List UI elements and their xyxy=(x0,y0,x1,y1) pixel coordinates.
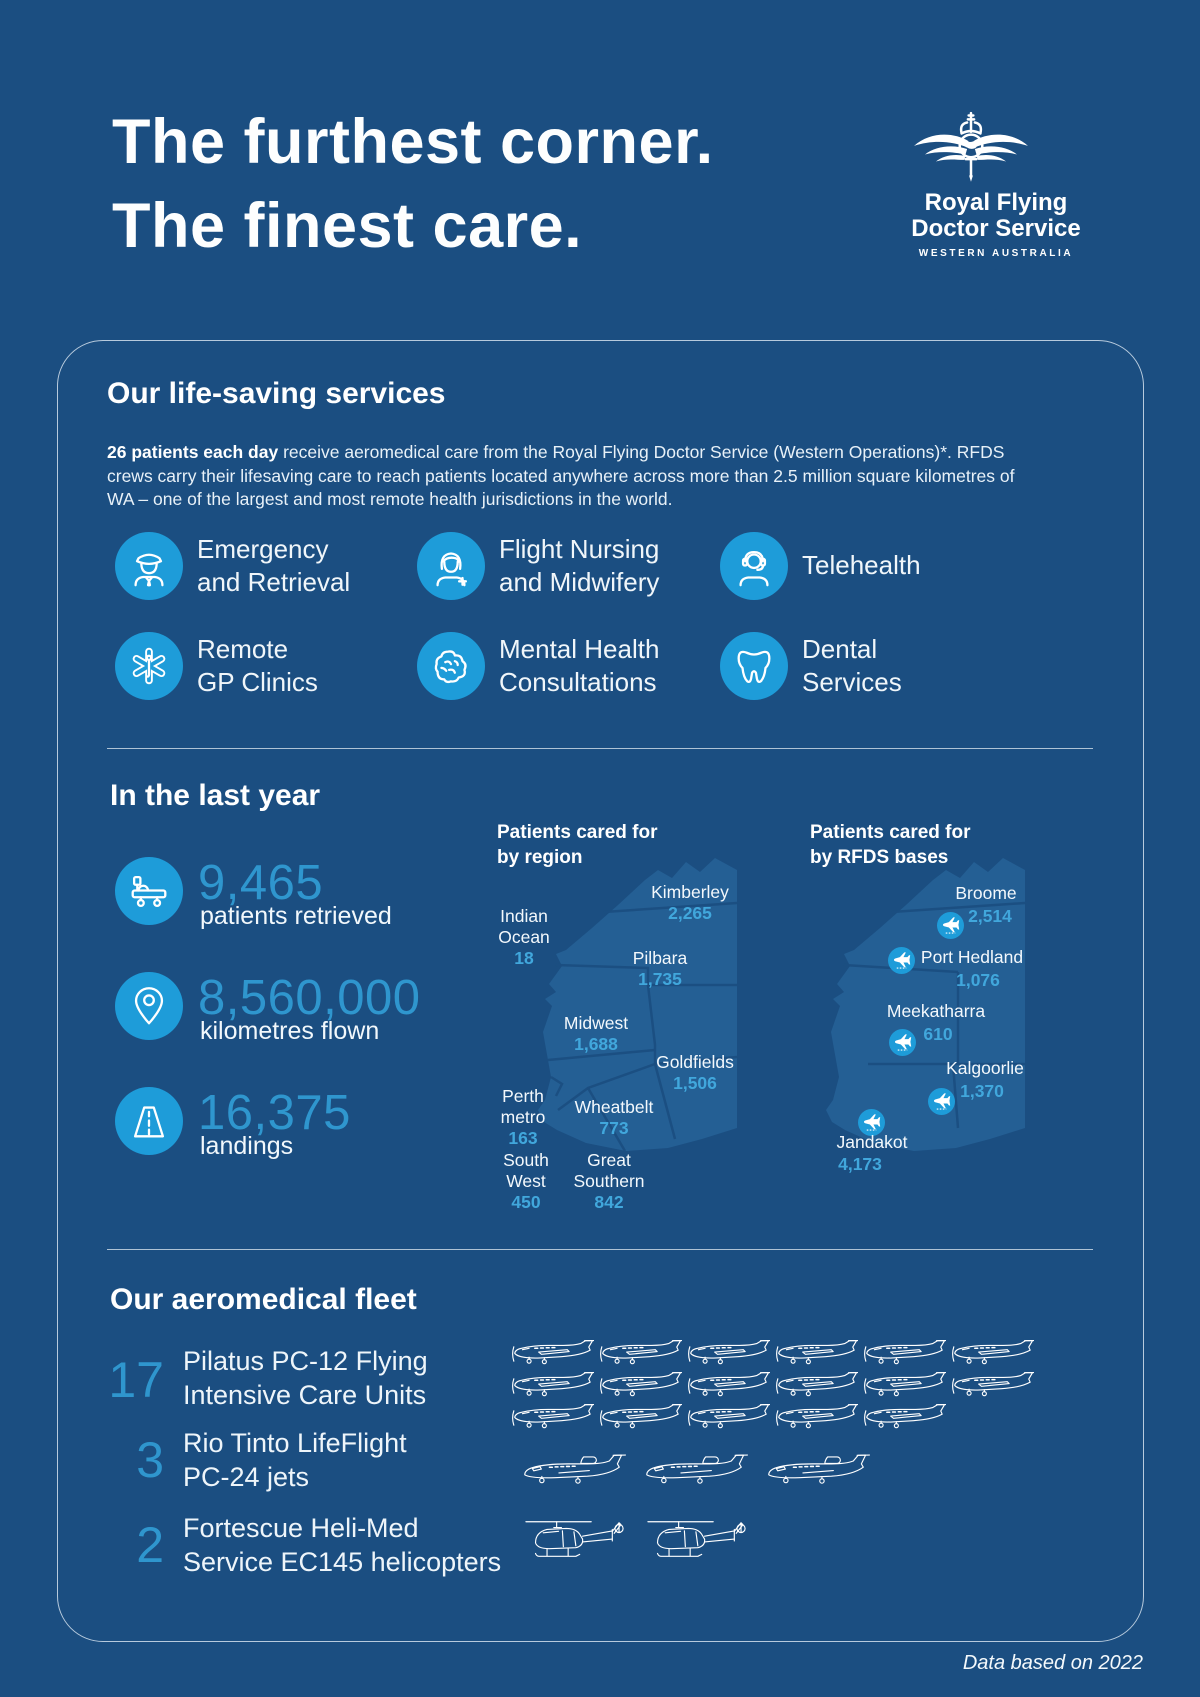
fleet-count: 17 xyxy=(108,1352,164,1408)
fleet-label-line: Fortescue Heli-Med xyxy=(183,1513,419,1543)
region-label-name: West xyxy=(506,1171,546,1191)
base-value: 4,173 xyxy=(838,1154,882,1174)
stat-value: 8,560,000 xyxy=(198,971,421,1025)
pc12-plane-icon xyxy=(510,1371,598,1403)
bases-map-heading-line2: by RFDS bases xyxy=(810,847,949,868)
page-title xyxy=(112,100,714,268)
service-label xyxy=(197,533,350,599)
nurse-icon xyxy=(417,532,485,600)
pc12-plane-icon xyxy=(686,1371,774,1403)
ec145-fleet-row xyxy=(520,1516,764,1564)
region-label xyxy=(521,1013,671,1055)
service-label-line: Remote xyxy=(197,634,289,664)
region-label-name: South xyxy=(503,1150,549,1170)
stat-caption: patients retrieved xyxy=(200,902,392,930)
fleet-label-line: Intensive Care Units xyxy=(183,1380,427,1410)
fleet-label xyxy=(183,1511,501,1579)
pc12-plane-icon xyxy=(598,1371,686,1403)
service-label-line: Mental Health xyxy=(499,634,660,664)
base-value: 1,370 xyxy=(960,1081,1004,1101)
region-label-value: 18 xyxy=(514,948,534,968)
region-label-name: Perth xyxy=(502,1086,544,1106)
pc12-plane-icon xyxy=(862,1403,950,1435)
pc12-plane-icon xyxy=(862,1371,950,1403)
service-label xyxy=(499,533,659,599)
pc12-plane-icon xyxy=(774,1339,862,1371)
base-name: Jandakot xyxy=(836,1132,908,1152)
service-label xyxy=(499,633,659,699)
pc12-plane-icon xyxy=(598,1403,686,1435)
base-name: Port Hedland xyxy=(920,947,1024,967)
bases-map-heading-line1: Patients cared for xyxy=(810,822,971,843)
stat-value: 9,465 xyxy=(198,856,324,910)
region-label xyxy=(534,1150,684,1213)
service-label-line: Dental xyxy=(802,634,878,664)
page-title-line1: The furthest corner. xyxy=(112,107,714,177)
fleet-label xyxy=(183,1426,407,1494)
region-label-value: 450 xyxy=(511,1192,541,1212)
fleet-count: 3 xyxy=(136,1432,164,1488)
pc24-jet-icon xyxy=(642,1452,764,1490)
logo-name-line1: Royal Flying xyxy=(924,189,1068,216)
logo-name xyxy=(896,190,1096,242)
service-label xyxy=(197,633,318,699)
region-label-name: Midwest xyxy=(563,1013,629,1033)
runway-icon xyxy=(115,1087,183,1155)
tooth-icon xyxy=(720,632,788,700)
intro-bold: 26 patients each day xyxy=(107,442,279,462)
fleet-label-line: Pilatus PC-12 Flying xyxy=(183,1346,428,1376)
pc12-plane-icon xyxy=(686,1339,774,1371)
fleet-count: 2 xyxy=(136,1517,164,1573)
region-label xyxy=(539,1097,689,1139)
base-value: 610 xyxy=(923,1024,953,1044)
pc12-plane-icon xyxy=(598,1339,686,1371)
ec145-helicopter-icon xyxy=(520,1516,642,1564)
pc12-plane-icon xyxy=(686,1403,774,1435)
services-intro xyxy=(107,441,1015,512)
region-label-name: Southern xyxy=(573,1171,645,1191)
pc12-plane-icon xyxy=(510,1339,598,1371)
pilot-icon xyxy=(115,532,183,600)
service-label-line: GP Clinics xyxy=(197,667,318,697)
pc24-jet-icon xyxy=(520,1452,642,1490)
section-divider-2 xyxy=(107,1249,1093,1250)
intro-rest: receive aeromedical care from the Royal Flying Doctor Service (Western Operations)*. RFDS crews carry their lifesaving care to reach patients located anywhere across more than 2.5 million square kilometres of WA – one of the largest and most remote health jurisdictions in the world. xyxy=(107,442,1015,509)
region-label-value: 1,688 xyxy=(574,1034,618,1054)
fleet-label-line: PC-24 jets xyxy=(183,1462,310,1492)
pc12-plane-icon xyxy=(950,1371,1038,1403)
region-label xyxy=(449,906,599,969)
region-map-heading-line1: Patients cared for xyxy=(497,822,658,843)
service-label-line: Flight Nursing xyxy=(499,534,660,564)
stat-caption: landings xyxy=(200,1132,294,1160)
region-label-value: 773 xyxy=(599,1118,629,1138)
pc24-fleet-row xyxy=(520,1452,886,1490)
footer-note: Data based on 2022 xyxy=(962,1652,1143,1674)
rfds-emblem-icon xyxy=(896,110,1096,188)
section-divider-1 xyxy=(107,748,1093,749)
page-title-line2: The finest care. xyxy=(112,191,583,261)
region-label-name: metro xyxy=(500,1107,546,1127)
rfds-logo xyxy=(896,110,1096,259)
region-label-value: 163 xyxy=(508,1128,538,1148)
stat-caption: kilometres flown xyxy=(200,1017,380,1045)
service-label-line: Telehealth xyxy=(802,550,921,580)
region-label-name: Indian xyxy=(500,906,548,926)
region-label-name: Ocean xyxy=(498,927,550,947)
service-label xyxy=(802,633,902,699)
region-label-value: 2,265 xyxy=(668,903,712,923)
pc24-jet-icon xyxy=(764,1452,886,1490)
ec145-helicopter-icon xyxy=(642,1516,764,1564)
map-pin-icon xyxy=(115,972,183,1040)
region-label-name: Goldfields xyxy=(656,1052,734,1072)
base-name: Kalgoorlie xyxy=(946,1058,1024,1078)
base-name: Meekatharra xyxy=(886,1001,986,1021)
fleet-label xyxy=(183,1344,428,1412)
fleet-label-line: Rio Tinto LifeFlight xyxy=(183,1428,407,1458)
region-label-name: Great xyxy=(587,1150,631,1170)
region-label-value: 1,506 xyxy=(673,1073,717,1093)
region-label-value: 1,735 xyxy=(638,969,682,989)
region-label-name: Wheatbelt xyxy=(574,1097,654,1117)
pc12-plane-icon xyxy=(862,1339,950,1371)
region-map-heading-line2: by region xyxy=(497,847,583,868)
pc12-fleet-grid xyxy=(510,1339,1042,1435)
pc12-plane-icon xyxy=(950,1339,1038,1371)
region-label xyxy=(585,948,735,990)
pc12-plane-icon xyxy=(774,1371,862,1403)
service-label-line: Services xyxy=(802,667,902,697)
logo-name-line2: Doctor Service xyxy=(911,215,1081,242)
service-label-line: Emergency xyxy=(197,534,329,564)
stretcher-icon xyxy=(115,857,183,925)
fleet-label-line: Service EC145 helicopters xyxy=(183,1547,502,1577)
region-label xyxy=(620,1052,770,1094)
last-year-heading: In the last year xyxy=(110,779,321,812)
brain-icon xyxy=(417,632,485,700)
region-label-name: Kimberley xyxy=(651,882,729,902)
telehealth-icon xyxy=(720,532,788,600)
service-label-line: and Midwifery xyxy=(499,567,660,597)
logo-region: WESTERN AUSTRALIA xyxy=(918,248,1074,259)
service-label xyxy=(802,549,921,582)
region-label-name: Pilbara xyxy=(632,948,688,968)
base-value: 2,514 xyxy=(968,906,1012,926)
region-label xyxy=(615,882,765,924)
base-name: Broome xyxy=(955,883,1017,903)
stat-value: 16,375 xyxy=(198,1086,351,1140)
fleet-heading: Our aeromedical fleet xyxy=(110,1283,417,1316)
star-of-life-icon xyxy=(115,632,183,700)
service-label-line: Consultations xyxy=(499,667,657,697)
pc12-plane-icon xyxy=(774,1403,862,1435)
services-heading: Our life-saving services xyxy=(107,377,446,410)
service-label-line: and Retrieval xyxy=(197,567,351,597)
base-value: 1,076 xyxy=(956,970,1000,990)
pc12-plane-icon xyxy=(510,1403,598,1435)
region-label-value: 842 xyxy=(594,1192,624,1212)
